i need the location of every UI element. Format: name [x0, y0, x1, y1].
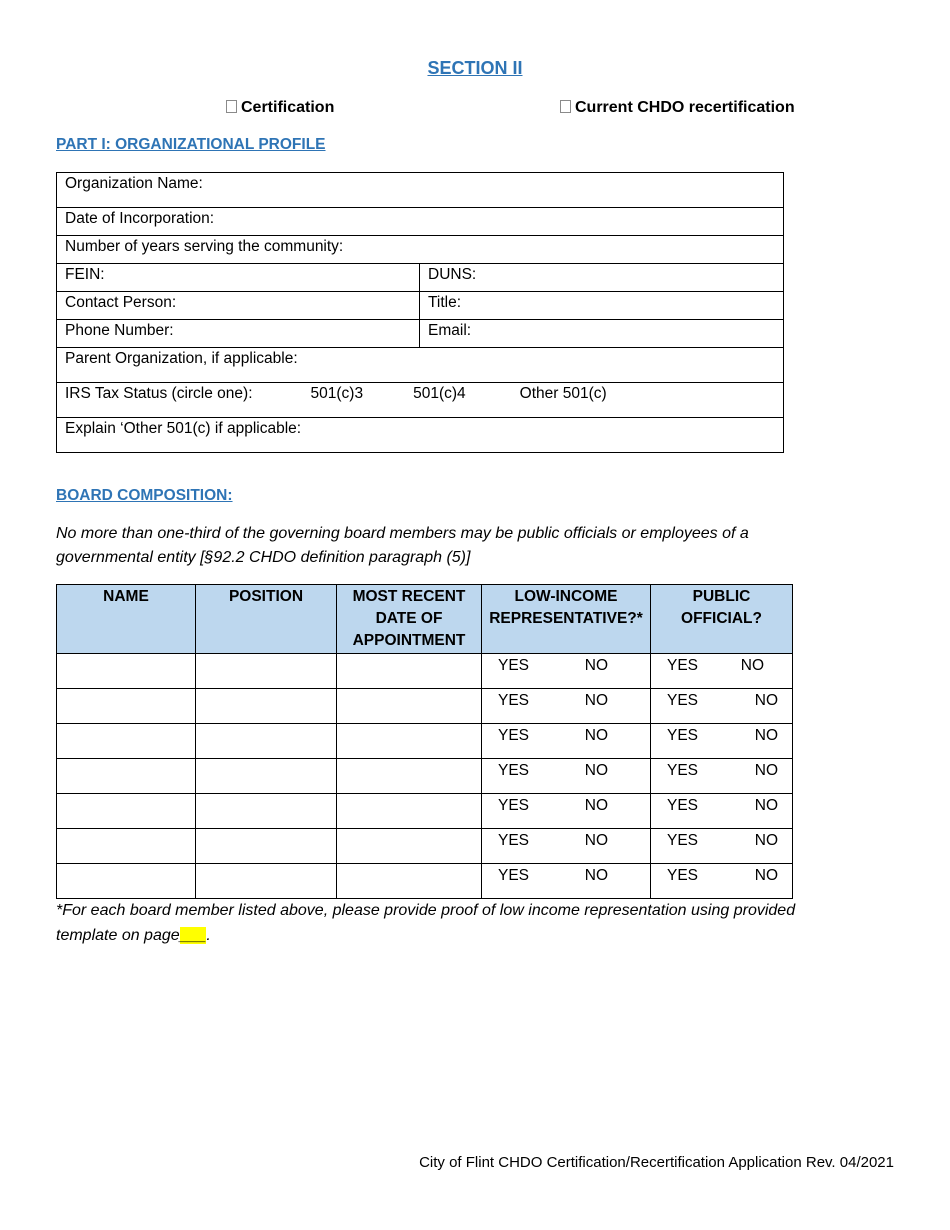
low-income-no[interactable]: NO	[584, 797, 608, 814]
date-cell[interactable]	[337, 829, 482, 864]
public-official-no[interactable]: NO	[754, 867, 778, 884]
name-cell[interactable]	[57, 654, 196, 689]
phone-field[interactable]	[57, 320, 420, 348]
public-official-cell	[651, 829, 793, 864]
public-official-cell	[651, 794, 793, 829]
low-income-yes[interactable]: YES	[498, 762, 530, 779]
contact-person-field[interactable]	[57, 292, 420, 320]
low-income-yes[interactable]: YES	[498, 867, 530, 884]
name-cell[interactable]	[57, 724, 196, 759]
low-income-no[interactable]: NO	[584, 762, 608, 779]
contact-person-label: Contact Person:	[65, 294, 177, 311]
name-cell[interactable]	[57, 829, 196, 864]
col-date-header: MOST RECENT DATE OF APPOINTMENT	[337, 585, 482, 654]
position-cell[interactable]	[196, 724, 337, 759]
board-footnote-text: *For each board member listed above, please provide proof of low income representation using provided template on page	[56, 902, 796, 944]
position-cell[interactable]	[196, 759, 337, 794]
board-footnote	[56, 898, 856, 948]
table-row	[57, 759, 793, 794]
low-income-yes[interactable]: YES	[498, 657, 530, 674]
date-cell[interactable]	[337, 759, 482, 794]
public-official-no[interactable]: NO	[754, 797, 778, 814]
name-cell[interactable]	[57, 794, 196, 829]
parent-org-label: Parent Organization, if applicable:	[65, 350, 298, 367]
table-row	[57, 724, 793, 759]
organizational-profile-table	[56, 172, 784, 453]
fein-field[interactable]	[57, 264, 420, 292]
position-cell[interactable]	[196, 864, 337, 899]
public-official-no[interactable]: NO	[740, 657, 764, 674]
public-official-no[interactable]: NO	[754, 727, 778, 744]
public-official-yes[interactable]: YES	[667, 832, 699, 849]
low-income-cell	[482, 724, 651, 759]
page-footer: City of Flint CHDO Certification/Recertification Application Rev. 04/2021	[419, 1154, 894, 1171]
low-income-no[interactable]: NO	[584, 657, 608, 674]
position-cell[interactable]	[196, 689, 337, 724]
title-label: Title:	[428, 294, 462, 311]
email-label: Email:	[428, 322, 472, 339]
date-incorporation-field[interactable]	[57, 208, 784, 236]
public-official-no[interactable]: NO	[754, 832, 778, 849]
date-incorporation-label: Date of Incorporation:	[65, 210, 215, 227]
table-row	[57, 654, 793, 689]
col-name-header: NAME	[57, 585, 196, 654]
years-serving-field[interactable]	[57, 236, 784, 264]
recertification-option[interactable]	[560, 99, 795, 117]
table-row	[57, 829, 793, 864]
public-official-yes[interactable]: YES	[667, 692, 699, 709]
public-official-cell	[651, 689, 793, 724]
low-income-cell	[482, 864, 651, 899]
irs-option-501c4[interactable]: 501(c)4	[413, 385, 466, 402]
low-income-no[interactable]: NO	[584, 692, 608, 709]
date-cell[interactable]	[337, 794, 482, 829]
public-official-cell	[651, 759, 793, 794]
col-public-official-header: PUBLIC OFFICIAL?	[651, 585, 793, 654]
public-official-yes[interactable]: YES	[667, 867, 699, 884]
irs-status-label: IRS Tax Status (circle one):	[65, 385, 253, 402]
board-footnote-end: .	[206, 927, 211, 944]
public-official-yes[interactable]: YES	[667, 657, 699, 674]
irs-option-501c3[interactable]: 501(c)3	[310, 385, 364, 402]
low-income-cell	[482, 689, 651, 724]
certification-label: Certification	[241, 99, 335, 116]
public-official-no[interactable]: NO	[754, 762, 778, 779]
explain-other-field[interactable]	[57, 418, 784, 453]
low-income-yes[interactable]: YES	[498, 832, 530, 849]
section-title: SECTION II	[427, 58, 523, 78]
certification-option[interactable]	[226, 99, 334, 117]
name-cell[interactable]	[57, 759, 196, 794]
position-cell[interactable]	[196, 794, 337, 829]
public-official-no[interactable]: NO	[754, 692, 778, 709]
col-position-header: POSITION	[196, 585, 337, 654]
part1-title: PART I: ORGANIZATIONAL PROFILE	[56, 136, 326, 153]
org-name-label: Organization Name:	[65, 175, 203, 192]
low-income-yes[interactable]: YES	[498, 797, 530, 814]
fein-label: FEIN:	[65, 266, 105, 283]
table-row	[57, 794, 793, 829]
date-cell[interactable]	[337, 689, 482, 724]
date-cell[interactable]	[337, 864, 482, 899]
certification-checkbox[interactable]	[226, 100, 237, 113]
email-field[interactable]	[420, 320, 784, 348]
public-official-yes[interactable]: YES	[667, 762, 699, 779]
low-income-no[interactable]: NO	[584, 727, 608, 744]
board-composition-table	[56, 584, 793, 899]
explain-other-label: Explain ‘Other 501(c) if applicable:	[65, 420, 302, 437]
position-cell[interactable]	[196, 829, 337, 864]
low-income-no[interactable]: NO	[584, 867, 608, 884]
position-cell[interactable]	[196, 654, 337, 689]
page-number-blank[interactable]: ___	[179, 927, 207, 944]
phone-label: Phone Number:	[65, 322, 174, 339]
low-income-no[interactable]: NO	[584, 832, 608, 849]
parent-org-field[interactable]	[57, 348, 784, 383]
public-official-yes[interactable]: YES	[667, 727, 699, 744]
low-income-yes[interactable]: YES	[498, 727, 530, 744]
low-income-yes[interactable]: YES	[498, 692, 530, 709]
name-cell[interactable]	[57, 864, 196, 899]
recertification-checkbox[interactable]	[560, 100, 571, 113]
low-income-cell	[482, 654, 651, 689]
board-table-header	[57, 585, 793, 654]
irs-option-other[interactable]: Other 501(c)	[519, 385, 607, 402]
public-official-cell	[651, 654, 793, 689]
title-field[interactable]	[420, 292, 784, 320]
date-cell[interactable]	[337, 724, 482, 759]
org-name-field[interactable]	[57, 173, 784, 208]
table-row	[57, 864, 793, 899]
duns-label: DUNS:	[428, 266, 477, 283]
duns-field[interactable]	[420, 264, 784, 292]
public-official-cell	[651, 864, 793, 899]
recertification-label: Current CHDO recertification	[575, 99, 795, 116]
board-composition-note: No more than one-third of the governing board members may be public officials or employees of a governmental entity [§92.2 CHDO definition paragraph (5)]	[56, 525, 749, 566]
public-official-cell	[651, 724, 793, 759]
col-low-income-header: LOW-INCOME REPRESENTATIVE?*	[482, 585, 651, 654]
name-cell[interactable]	[57, 689, 196, 724]
date-cell[interactable]	[337, 654, 482, 689]
low-income-cell	[482, 759, 651, 794]
board-composition-title: BOARD COMPOSITION:	[56, 487, 233, 504]
years-serving-label: Number of years serving the community:	[65, 238, 344, 255]
public-official-yes[interactable]: YES	[667, 797, 699, 814]
low-income-cell	[482, 829, 651, 864]
table-row	[57, 689, 793, 724]
irs-status-field	[57, 383, 784, 418]
low-income-cell	[482, 794, 651, 829]
